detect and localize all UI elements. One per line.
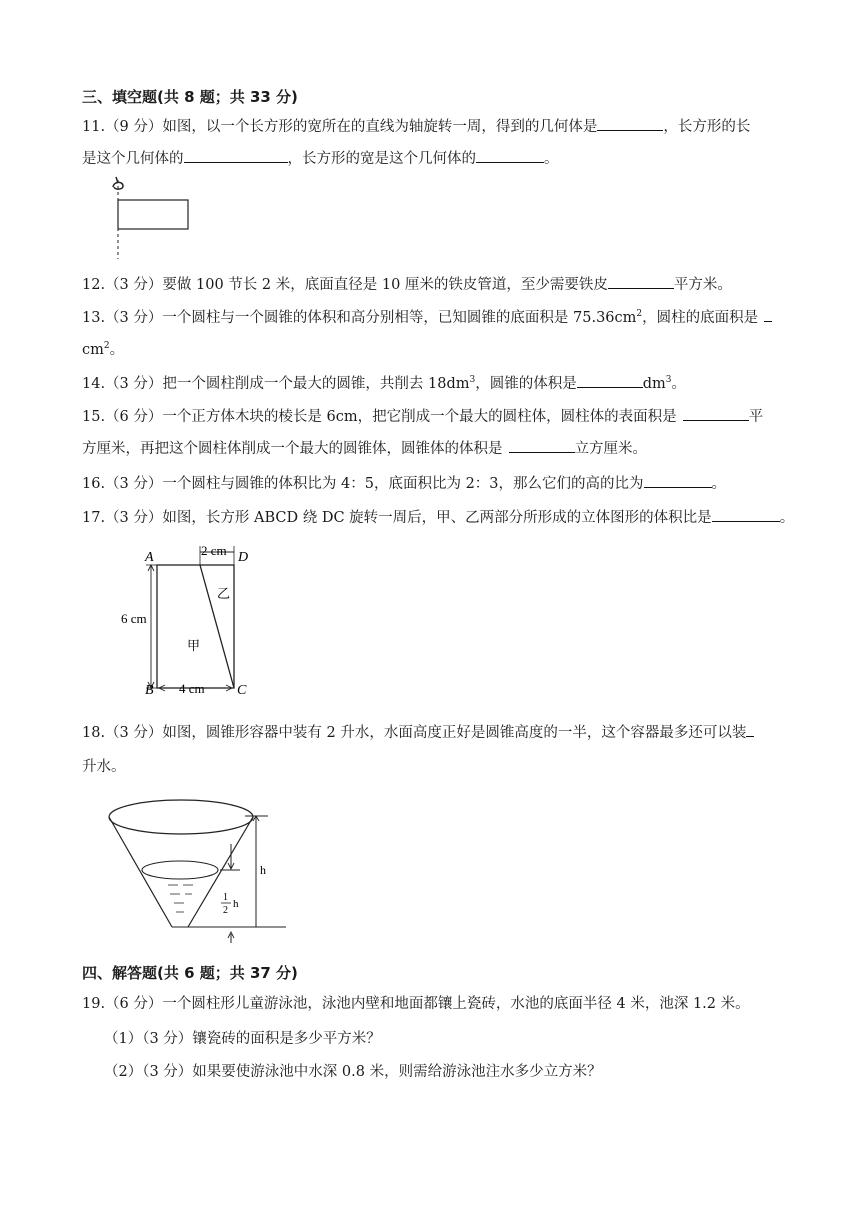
question-number: 12.（3 分）: [82, 277, 163, 293]
answer-blank[interactable]: [746, 721, 754, 737]
answer-blank[interactable]: [764, 306, 772, 322]
unit-text: cm: [82, 342, 104, 358]
answer-blank[interactable]: [644, 472, 712, 488]
label-b: B: [145, 683, 154, 698]
question-text: 方厘米，再把这个圆柱体削成一个最大的圆锥体，圆锥体的体积是: [82, 441, 503, 457]
question-18-line-1: [82, 721, 754, 742]
label-yi: 乙: [217, 586, 231, 601]
question-15-line-1: [82, 405, 763, 426]
question-16: 16.（3 分）一个圆柱与圆锥的体积比为 4：5，底面积比为 2：3，那么它们的高的比为 。: [82, 472, 726, 493]
question-number: 16.（3 分）: [82, 476, 163, 492]
question-text: ，圆柱的底面积是: [642, 310, 759, 326]
answer-blank[interactable]: [712, 506, 780, 522]
question-number: 15.（6 分）: [82, 409, 163, 425]
label-h: h: [260, 863, 266, 877]
question-text: 立方厘米。: [574, 441, 647, 457]
question-11-line-1: [82, 115, 750, 136]
question-text: 如图，长方形 ABCD 绕 DC 旋转一周后，甲、乙两部分所形成的立体图形的体积比是: [162, 510, 712, 526]
answer-blank[interactable]: [184, 147, 288, 163]
question-text: ，长方形的宽是这个几何体的: [287, 151, 476, 167]
question-text: 平: [748, 409, 764, 425]
question-text: 升水。: [82, 759, 126, 775]
question-text: 是这个几何体的: [82, 151, 184, 167]
figure-11-rotation-rectangle: [105, 175, 200, 260]
figure-17-rectangle-abcd: [115, 538, 265, 700]
section-4-heading: 四、解答题(共 6 题；共 37 分): [82, 964, 298, 982]
question-14: 14.（3 分）把一个圆柱削成一个最大的圆锥，共削去 $18dm^3$，圆锥的体积是 $dm^3$。: [82, 372, 686, 393]
answer-blank[interactable]: [509, 437, 575, 453]
question-number: 18.（3 分）: [82, 725, 163, 741]
answer-blank[interactable]: [683, 405, 749, 421]
answer-blank[interactable]: [608, 273, 674, 289]
question-text: 如图，以一个长方形的宽所在的直线为轴旋转一周，得到的几何体是: [162, 119, 598, 135]
question-text: 平方米。: [673, 277, 732, 293]
question-11-line-2: [82, 147, 559, 168]
section-3-heading: 三、填空题(共 8 题；共 33 分): [82, 88, 298, 106]
question-text: 把一个圆柱削成一个最大的圆锥，共削去 18dm: [162, 376, 470, 392]
label-d: D: [238, 550, 249, 565]
question-15-line-2: [82, 437, 647, 458]
question-17: 17.（3 分）如图，长方形 ABCD 绕 DC 旋转一周后，甲、乙两部分所形成的立体图形的体积比是 。: [82, 506, 794, 527]
question-text: 一个圆柱形儿童游泳池，泳池内壁和地面都镶上瓷砖，水池的底面半径 4 米，池深 1.2 米。: [162, 996, 750, 1012]
question-19-part-1: （1）（3 分）镶瓷砖的面积是多少平方米？: [104, 1031, 381, 1047]
question-19: [82, 992, 750, 1013]
question-text: 一个正方体木块的棱长是 6cm，把它削成一个最大的圆柱体，圆柱体的表面积是: [162, 409, 677, 425]
label-a: A: [145, 550, 154, 565]
question-18-line-2: [82, 755, 126, 776]
question-13-line-2: $cm^2$。: [82, 341, 125, 358]
question-text: 一个圆柱与一个圆锥的体积和高分别相等，已知圆锥的底面积是 75.36cm: [162, 310, 637, 326]
question-text: 。: [544, 151, 559, 167]
label-c: C: [237, 683, 247, 698]
question-number: 19.（6 分）: [82, 996, 163, 1012]
question-number: 13.（3 分）: [82, 310, 163, 326]
question-12: [82, 273, 732, 294]
label-half-den: 2: [223, 905, 228, 916]
question-13-line-1: 13.（3 分）一个圆柱与一个圆锥的体积和高分别相等，已知圆锥的底面积是 $75.36cm^2$，圆柱的底面积是: [82, 306, 772, 327]
question-number: 17.（3 分）: [82, 510, 163, 526]
question-text: ，圆锥的体积是: [475, 376, 577, 392]
question-text: 一个圆柱与圆锥的体积比为 4：5，底面积比为 2：3，那么它们的高的比为: [162, 476, 644, 492]
figure-18-cone-container: [100, 790, 300, 945]
answer-blank[interactable]: [597, 115, 663, 131]
label-jia: 甲: [187, 638, 201, 653]
label-half-num: 1: [223, 892, 228, 903]
question-number: 14.（3 分）: [82, 376, 163, 392]
label-half-h: h: [233, 898, 239, 910]
question-number: 11.（9 分）: [82, 119, 163, 135]
question-text: 要做 100 节长 2 米，底面直径是 10 厘米的铁皮管道，至少需要铁皮: [162, 277, 608, 293]
question-text: 如图，圆锥形容器中装有 2 升水，水面高度正好是圆锥高度的一半，这个容器最多还可以装: [162, 725, 747, 741]
dim-top: 2 cm: [201, 543, 227, 558]
question-19-part-2: （2）（3 分）如果要使游泳池中水深 0.8 米，则需给游泳池注水多少立方米？: [104, 1064, 602, 1080]
dim-bottom: 4 cm: [179, 681, 205, 696]
answer-blank[interactable]: [577, 372, 643, 388]
dim-left: 6 cm: [121, 611, 147, 626]
question-text: ，长方形的长: [663, 119, 751, 135]
answer-blank[interactable]: [476, 147, 544, 163]
